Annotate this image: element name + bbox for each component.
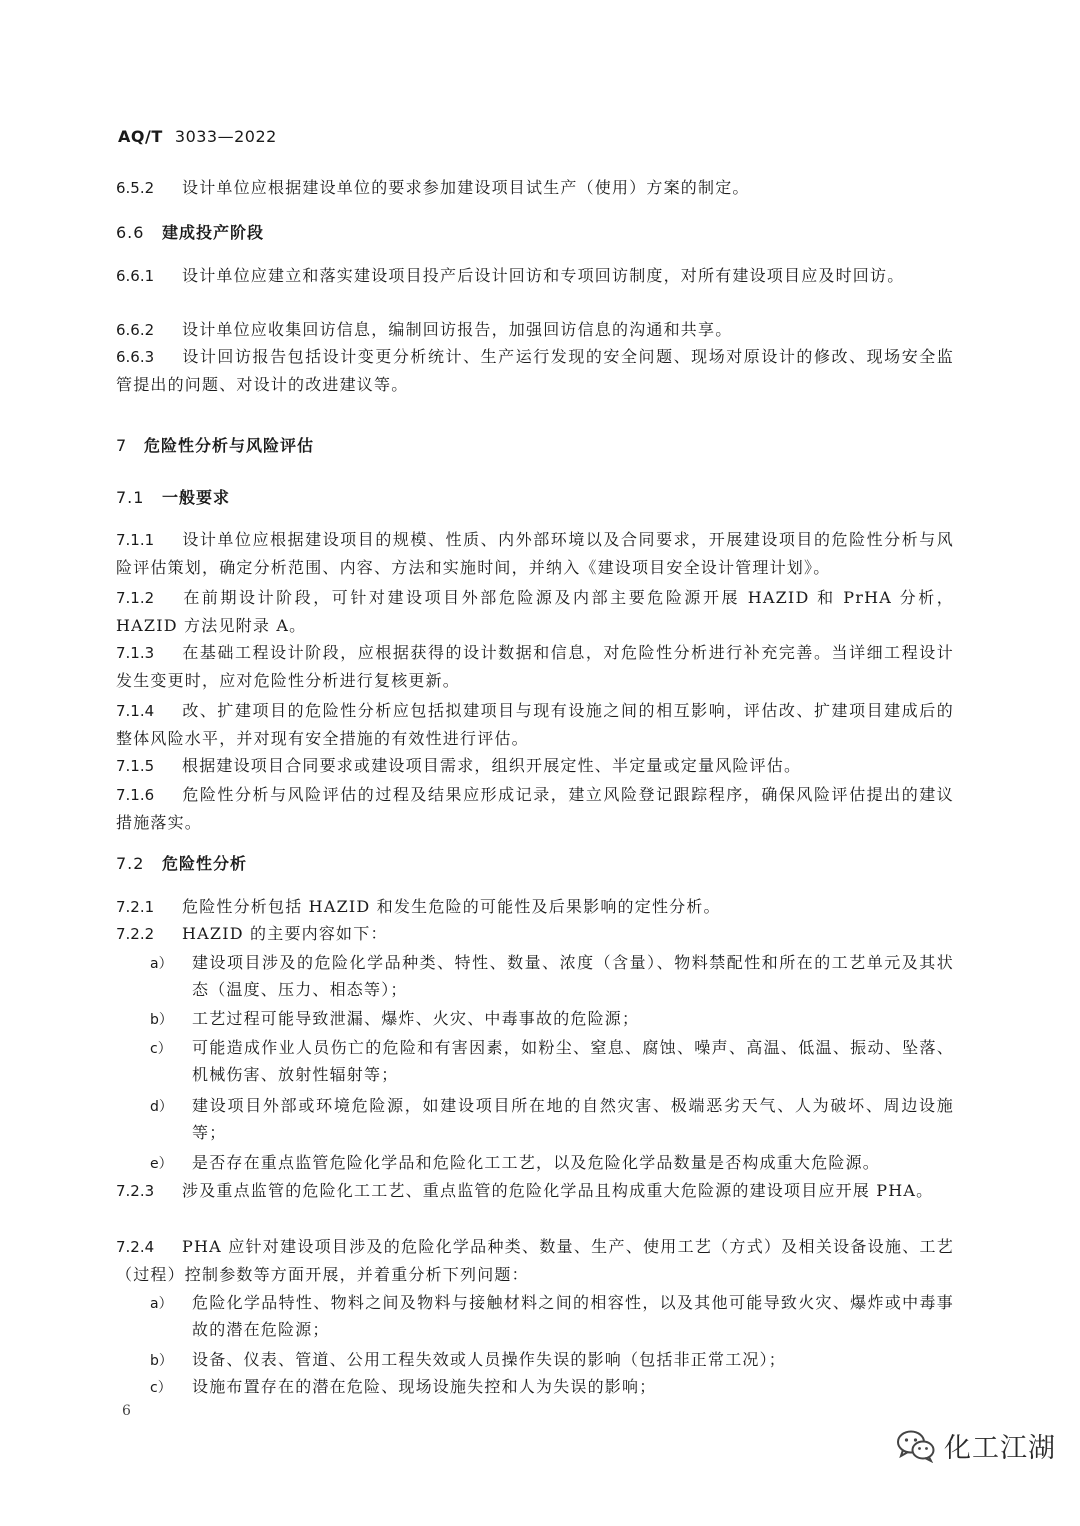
clause-7-2-4: 7.2.4 PHA 应针对建设项目涉及的危险化学品种类、数量、生产、使用工艺（方式）及相关设备设施、工艺（过程）控制参数等方面开展，并着重分析下列问题： bbox=[116, 1237, 954, 1284]
standard-prefix: AQ/T bbox=[118, 127, 163, 146]
clause-7-1-4: 7.1.4 改、扩建项目的危险性分析应包括拟建项目与现有设施之间的相互影响，评估改、扩建项目建成后的整体风险水平，并对现有安全措施的有效性进行评估。 bbox=[116, 701, 954, 748]
list-item-b: b） 工艺过程可能导致泄漏、爆炸、火灾、中毒事故的危险源； bbox=[150, 1009, 640, 1028]
section-heading-7-2: 7.2 危险性分析 bbox=[116, 854, 248, 873]
clause-7-1-6: 7.1.6 危险性分析与风险评估的过程及结果应形成记录，建立风险登记跟踪程序，确保风险评估提出的建议措施落实。 bbox=[116, 785, 954, 832]
clause-7-2-3: 7.2.3 涉及重点监管的危险化工工艺、重点监管的危险化学品且构成重大危险源的建设项目应开展 PHA。 bbox=[116, 1181, 934, 1200]
list-item-a: a） 危险化学品特性、物料之间及物料与接触材料之间的相容性，以及其他可能导致火灾、爆炸或中毒事故的潜在危险源； bbox=[150, 1293, 954, 1339]
clause-7-1-3: 7.1.3 在基础工程设计阶段，应根据获得的设计数据和信息，对危险性分析进行补充完善。当详细工程设计发生变更时，应对危险性分析进行复核更新。 bbox=[116, 643, 954, 690]
section-heading-6-6: 6.6 建成投产阶段 bbox=[116, 223, 265, 242]
clause-7-1-1: 7.1.1 设计单位应根据建设项目的规模、性质、内外部环境以及合同要求，开展建设项目的危险性分析与风险评估策划，确定分析范围、内容、方法和实施时间，并纳入《建设项目安全设计管理计划》。 bbox=[116, 530, 954, 577]
clause-7-2-1: 7.2.1 危险性分析包括 HAZID 和发生危险的可能性及后果影响的定性分析。 bbox=[116, 897, 721, 916]
page-number: 6 bbox=[122, 1403, 131, 1419]
standard-code bbox=[118, 127, 277, 146]
watermark-label: 化工江湖 bbox=[944, 1433, 1056, 1464]
section-heading-7-1: 7.1 一般要求 bbox=[116, 488, 231, 507]
wechat-icon bbox=[896, 1429, 936, 1463]
clause-6-6-3: 6.6.3 设计回访报告包括设计变更分析统计、生产运行发现的安全问题、现场对原设计的修改、现场安全监管提出的问题、对设计的改进建议等。 bbox=[116, 347, 954, 394]
clause-6-6-2: 6.6.2 设计单位应收集回访信息，编制回访报告，加强回访信息的沟通和共享。 bbox=[116, 320, 733, 339]
clause-6-5-2: 6.5.2 设计单位应根据建设单位的要求参加建设项目试生产（使用）方案的制定。 bbox=[116, 178, 750, 197]
standard-number: 3033—2022 bbox=[174, 127, 277, 146]
list-item-c: c） 设施布置存在的潜在危险、现场设施失控和人为失误的影响； bbox=[150, 1377, 657, 1396]
chapter-heading-7: 7 危险性分析与风险评估 bbox=[116, 436, 315, 455]
clause-7-2-2: 7.2.2 HAZID 的主要内容如下： bbox=[116, 924, 388, 943]
list-item-e: e） 是否存在重点监管危险化学品和危险化工工艺，以及危险化学品数量是否构成重大危险源。 bbox=[150, 1153, 881, 1172]
clause-6-6-1: 6.6.1 设计单位应建立和落实建设项目投产后设计回访和专项回访制度，对所有建设项目应及时回访。 bbox=[116, 266, 905, 285]
clause-7-1-2: 7.1.2 在前期设计阶段，可针对建设项目外部危险源及内部主要危险源开展 HAZID 和 PrHA 分析，HAZID 方法见附录 A。 bbox=[116, 588, 954, 635]
list-item-b: b） 设备、仪表、管道、公用工程失效或人员操作失误的影响（包括非正常工况）； bbox=[150, 1350, 787, 1369]
list-item-a: a） 建设项目涉及的危险化学品种类、特性、数量、浓度（含量）、物料禁配性和所在的工艺单元及其状态（温度、压力、相态等）； bbox=[150, 953, 954, 999]
watermark bbox=[896, 1426, 1056, 1465]
list-item-d: d） 建设项目外部或环境危险源，如建设项目所在地的自然灾害、极端恶劣天气、人为破坏、周边设施等； bbox=[150, 1096, 954, 1142]
list-item-c: c） 可能造成作业人员伤亡的危险和有害因素，如粉尘、窒息、腐蚀、噪声、高温、低温、振动、坠落、机械伤害、放射性辐射等； bbox=[150, 1038, 954, 1084]
clause-7-1-5: 7.1.5 根据建设项目合同要求或建设项目需求，组织开展定性、半定量或定量风险评估。 bbox=[116, 756, 802, 775]
